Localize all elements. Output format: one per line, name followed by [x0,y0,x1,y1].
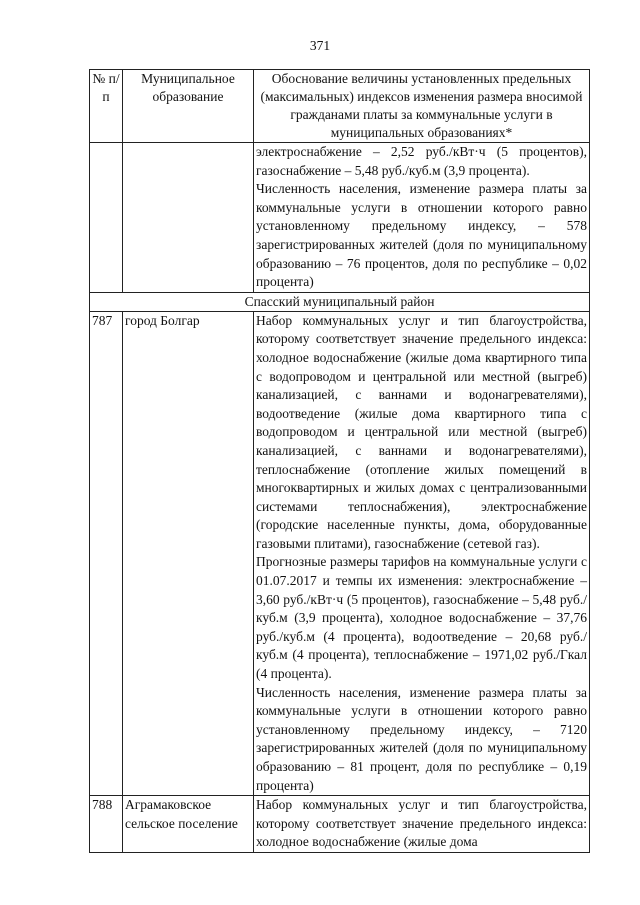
cell-number [90,143,123,293]
paragraph: Численность населения, изменение размера платы за коммунальные услуги в отношении которого равно установленному предельному индексу, – 7120 зарегистрированных жителей (доля по муниципальному образованию – 81 процент, доля по республике – 0,19 процента) [256,684,587,793]
paragraph: Численность населения, изменение размера платы за коммунальные услуги в отношении которого равно установленному предельному индексу, – 578 зарегистрированных жителей (доля по муниципальному образованию – 76 процентов, доля по республике – 0,02 процента) [256,181,587,290]
table-row [90,796,590,853]
cell-municipality [123,143,254,293]
table-header-row [90,70,590,143]
paragraph: Набор коммунальных услуг и тип благоустройства, которому соответствует значение предельного индекса: холодное водоснабжение (жилые дома квартирного типа с водопроводом и центральной или местной (выгреб) канализацией, с ваннами и водонагревателями), водоотведение (жилые дома квартирного типа с водопроводом и центральной или местной (выгреб) канализацией, с ваннами и водонагревателями), теплоснабжение (отопление жилых помещений в многоквартирных и жилых домах с централизованными системами теплоснабжения), электроснабжение (городские населенные пункты, дома, оборудованные газовыми плитами), газоснабжение (сетевой газ). [256,312,587,551]
header-municipality: Муниципальное образование [123,70,254,143]
table-row [90,311,590,795]
paragraph: Прогнозные размеры тарифов на коммунальные услуги с 01.07.2017 и темпы их изменения: электроснабжение – 3,60 руб./кВт·ч (5 процентов), газоснабжение – 5,48 руб./куб.м (3,9 процента), холодное водоснабжение – 37,76 руб./куб.м (4 процента), водоотведение – 20,68 руб./куб.м (4 процента), теплоснабжение – 1971,02 руб./Гкал (4 процента). [256,554,587,682]
cell-justification [254,143,590,293]
cell-municipality: Аграмаковское сельское поселение [123,796,254,853]
district-name: Спасский муниципальный район [90,292,590,311]
cell-number: 787 [90,311,123,795]
header-number: № п/п [90,70,123,143]
table-row-continuation [90,143,590,293]
header-justification: Обоснование величины установленных предельных (максимальных) индексов изменения размера вносимой гражданами платы за коммунальные услуги в муниципальных образованиях* [254,70,590,143]
tariff-index-table [89,69,590,853]
cell-justification [254,796,590,853]
district-row [90,292,590,311]
cell-number: 788 [90,796,123,853]
cell-justification [254,311,590,795]
page-number: 371 [309,38,331,53]
cell-municipality: город Болгар [123,311,254,795]
paragraph: электроснабжение – 2,52 руб./кВт·ч (5 процентов), газоснабжение – 5,48 руб./куб.м (3,9 процента). [256,144,587,178]
paragraph: Набор коммунальных услуг и тип благоустройства, которому соответствует значение предельного индекса: холодное водоснабжение (жилые дома [256,797,587,850]
